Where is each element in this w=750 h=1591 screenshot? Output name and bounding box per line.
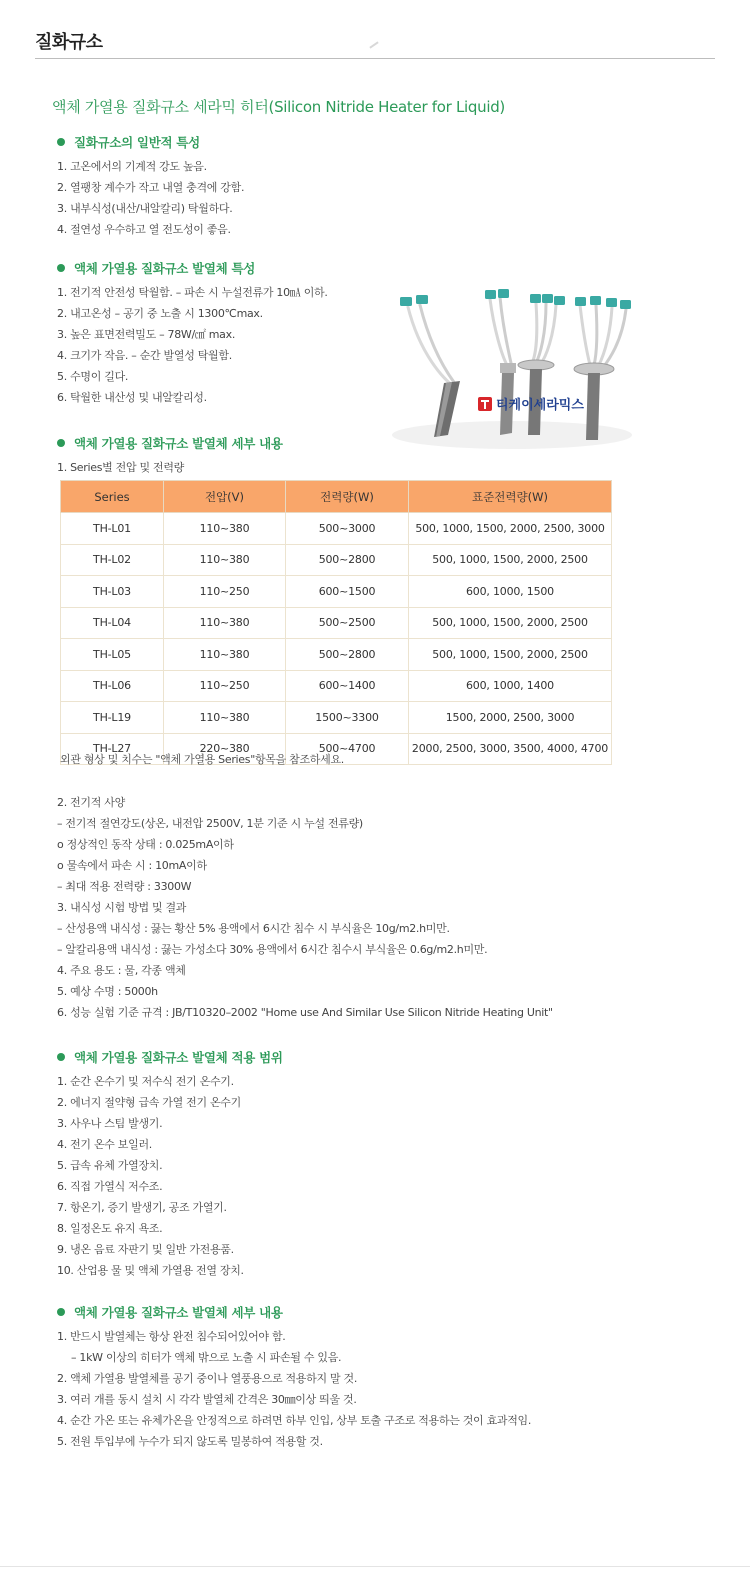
list-item: 7. 항온기, 증기 발생기, 공조 가열기. xyxy=(57,1201,227,1214)
table-cell: 500, 1000, 1500, 2000, 2500 xyxy=(409,607,612,639)
table-cell: 500~2500 xyxy=(286,607,409,639)
section-electrical-specs xyxy=(57,792,553,1023)
section-heading xyxy=(57,434,283,452)
list-item: 3. 내식성 시험 방법 및 결과 xyxy=(57,901,187,914)
table-row xyxy=(61,670,612,702)
list-item: – 산성용액 내식성 : 끓는 황산 5% 용액에서 6시간 침수 시 부식율은 10g/m2.h미만. xyxy=(57,922,450,935)
list-item: 8. 일정온도 유지 욕조. xyxy=(57,1222,163,1235)
section-applications xyxy=(57,1048,283,1281)
list-item: 1. 고온에서의 기계적 강도 높음. xyxy=(57,160,207,173)
list-item: 9. 냉온 음료 자판기 및 일반 가전용품. xyxy=(57,1243,234,1256)
table-row xyxy=(61,544,612,576)
table-cell: TH-L06 xyxy=(61,670,164,702)
list-item: o 물속에서 파손 시 : 10mA이하 xyxy=(57,859,207,872)
list-item: – 전기적 절연강도(상온, 내전압 2500V, 1분 기준 시 누설 전류량) xyxy=(57,817,363,830)
table-cell: 500~3000 xyxy=(286,513,409,545)
table-cell: 500, 1000, 1500, 2000, 2500 xyxy=(409,544,612,576)
table-cell: 500~4700 xyxy=(286,733,409,765)
section-heading xyxy=(57,259,328,277)
table-row xyxy=(61,702,612,734)
list-item: 6. 성능 실험 기준 규격 : JB/T10320–2002 "Home use And Similar Use Silicon Nitride Heating Unit" xyxy=(57,1006,553,1019)
section-general-properties xyxy=(57,133,244,240)
list-item: 5. 전원 투입부에 누수가 되지 않도록 밀봉하여 적용할 것. xyxy=(57,1435,323,1448)
table-header-row xyxy=(61,481,612,513)
table-cell: 2000, 2500, 3000, 3500, 4000, 4700 xyxy=(409,733,612,765)
list-item: 3. 내부식성(내산/내알칼리) 탁월하다. xyxy=(57,202,233,215)
column-header: Series xyxy=(61,481,164,513)
list-item: – 1kW 이상의 히터가 액체 밖으로 노출 시 파손될 수 있음. xyxy=(71,1351,342,1364)
table-cell: TH-L04 xyxy=(61,607,164,639)
table-cell: TH-L19 xyxy=(61,702,164,734)
table-row xyxy=(61,513,612,545)
table-cell: 500~2800 xyxy=(286,544,409,576)
list-item: 1. 순간 온수기 및 저수식 전기 온수기. xyxy=(57,1075,234,1088)
table-cell: 500, 1000, 1500, 2000, 2500 xyxy=(409,639,612,671)
section-title: 질화규소의 일반적 특성 xyxy=(74,135,200,150)
bullet-dot-icon xyxy=(57,1053,65,1061)
brand-label: 티케이세라믹스 xyxy=(496,398,584,413)
table-cell: 1500~3300 xyxy=(286,702,409,734)
list-item: – 최대 적용 전력량 : 3300W xyxy=(57,880,192,893)
table-cell: 600, 1000, 1500 xyxy=(409,576,612,608)
section-heading xyxy=(57,1048,283,1066)
section-title: 액체 가열용 질화규소 발열체 적용 범위 xyxy=(74,1050,283,1065)
table-cell: 110~380 xyxy=(164,513,286,545)
page-header xyxy=(35,28,715,59)
table-row xyxy=(61,607,612,639)
list-item: 4. 순간 가온 또는 유체가온을 안정적으로 하려면 하부 인입, 상부 토출 구조로 적용하는 것이 효과적임. xyxy=(57,1414,532,1427)
table-cell: 220~380 xyxy=(164,733,286,765)
table-cell: 500~2800 xyxy=(286,639,409,671)
table-row xyxy=(61,576,612,608)
item-list xyxy=(57,457,283,478)
column-header: 전력량(W) xyxy=(286,481,409,513)
list-item: 5. 예상 수명 : 5000h xyxy=(57,985,158,998)
table-cell: 110~380 xyxy=(164,607,286,639)
list-item: 2. 액체 가열용 발열체를 공기 중이나 열풍용으로 적용하지 말 것. xyxy=(57,1372,358,1385)
table-row xyxy=(61,639,612,671)
list-item: 3. 사우나 스팀 발생기. xyxy=(57,1117,163,1130)
table-cell: TH-L05 xyxy=(61,639,164,671)
table-cell: 110~250 xyxy=(164,670,286,702)
list-item: 3. 높은 표면전력밀도 – 78W/㎠ max. xyxy=(57,328,236,341)
table-cell: TH-L03 xyxy=(61,576,164,608)
list-item: 5. 급속 유체 가열장치. xyxy=(57,1159,163,1172)
table-cell: TH-L27 xyxy=(61,733,164,765)
list-item: 6. 탁월한 내산성 및 내알칼리성. xyxy=(57,391,207,404)
bullet-dot-icon xyxy=(57,1308,65,1316)
section-heater-features xyxy=(57,259,328,408)
list-item: 10. 산업용 물 및 액체 가열용 전열 장치. xyxy=(57,1264,244,1277)
item-list xyxy=(57,282,328,408)
list-item: 5. 수명이 길다. xyxy=(57,370,129,383)
list-item: 4. 주요 용도 : 물, 각종 액체 xyxy=(57,964,186,977)
table-cell: 110~380 xyxy=(164,544,286,576)
bullet-dot-icon xyxy=(57,264,65,272)
table-cell: 600~1500 xyxy=(286,576,409,608)
section-details xyxy=(57,434,283,478)
item-list xyxy=(57,1326,531,1452)
table-note: 외관 형상 및 치수는 "액체 가열용 Series"항목을 참조하세요. xyxy=(60,753,344,766)
column-header: 표준전력량(W) xyxy=(409,481,612,513)
section-title: 액체 가열용 질화규소 발열체 특성 xyxy=(74,261,256,276)
list-item: 2. 에너지 절약형 급속 가열 전기 온수기 xyxy=(57,1096,241,1109)
section-title: 액체 가열용 질화규소 발열체 세부 내용 xyxy=(74,1305,283,1320)
list-item: 3. 여러 개를 동시 설치 시 각각 발열체 간격은 30㎜이상 띄울 것. xyxy=(57,1393,357,1406)
page-title: 질화규소 xyxy=(35,32,103,53)
list-item: 4. 크기가 작음. – 순간 발열성 탁월함. xyxy=(57,349,232,362)
table-cell: TH-L01 xyxy=(61,513,164,545)
list-item: 4. 절연성 우수하고 열 전도성이 좋음. xyxy=(57,223,231,236)
list-item: o 정상적인 동작 상태 : 0.025mA이하 xyxy=(57,838,234,851)
column-header: 전압(V) xyxy=(164,481,286,513)
table-cell: 500, 1000, 1500, 2000, 2500, 3000 xyxy=(409,513,612,545)
item-list xyxy=(57,156,244,240)
product-photo xyxy=(390,285,635,455)
section-heading xyxy=(57,133,244,151)
section-title: 액체 가열용 질화규소 발열체 세부 내용 xyxy=(74,436,283,451)
footer-divider xyxy=(0,1566,750,1567)
item-list xyxy=(57,1071,283,1281)
bullet-dot-icon xyxy=(57,439,65,447)
table-caption: 1. Series별 전압 및 전력량 xyxy=(57,461,184,474)
table-cell: 110~380 xyxy=(164,639,286,671)
table-cell: 110~380 xyxy=(164,702,286,734)
table-cell: 600, 1000, 1400 xyxy=(409,670,612,702)
list-item: 2. 열팽창 계수가 작고 내열 충격에 강함. xyxy=(57,181,245,194)
brand-logo-icon xyxy=(478,397,492,411)
product-title: 액체 가열용 질화규소 세라믹 히터(Silicon Nitride Heater for Liquid) xyxy=(52,98,505,116)
list-item: 1. 전기적 안전성 탁월함. – 파손 시 누설전류가 10㎃ 이하. xyxy=(57,286,328,299)
list-item: 2. 전기적 사양 xyxy=(57,796,125,809)
bullet-dot-icon xyxy=(57,138,65,146)
table-cell: 1500, 2000, 2500, 3000 xyxy=(409,702,612,734)
section-heading xyxy=(57,1303,531,1321)
table-cell: TH-L02 xyxy=(61,544,164,576)
list-item: 2. 내고온성 – 공기 중 노출 시 1300℃max. xyxy=(57,307,263,320)
list-item: 1. 반드시 발열체는 항상 완전 침수되어있어야 함. xyxy=(57,1330,286,1343)
list-item: – 알칼리용액 내식성 : 끓는 가성소다 30% 용액에서 6시간 침수시 부식율은 0.6g/m2.h미만. xyxy=(57,943,488,956)
section-cautions xyxy=(57,1303,531,1452)
list-item: 6. 직접 가열식 저수조. xyxy=(57,1180,163,1193)
table-cell: 600~1400 xyxy=(286,670,409,702)
series-spec-table xyxy=(60,480,612,765)
table-cell: 110~250 xyxy=(164,576,286,608)
list-item: 4. 전기 온수 보일러. xyxy=(57,1138,152,1151)
